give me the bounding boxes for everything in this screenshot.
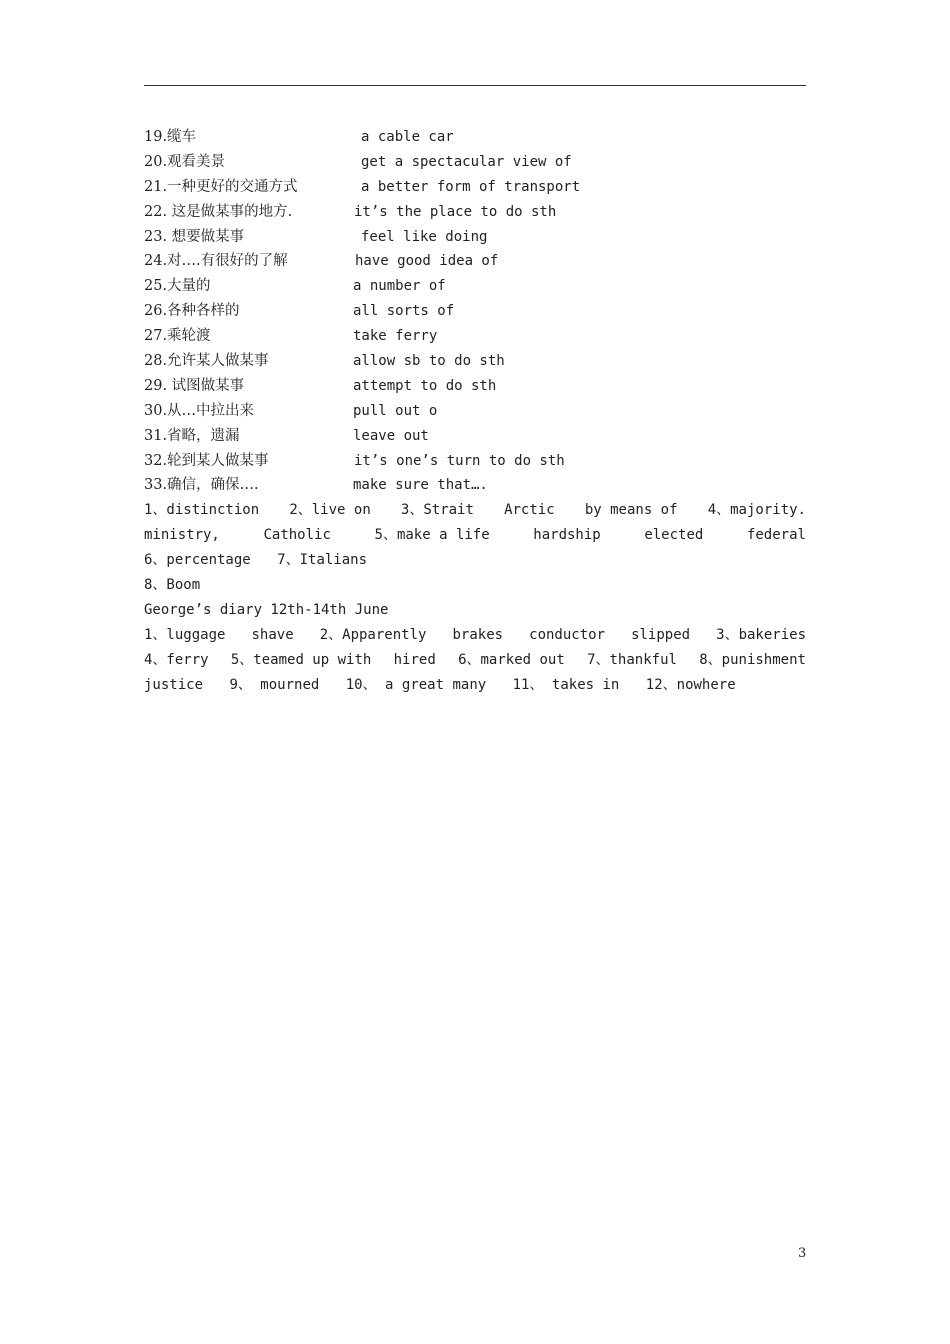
- vocab-english: a cable car: [361, 129, 454, 145]
- vocab-list: [144, 125, 806, 498]
- answer-text: hardship: [533, 527, 601, 544]
- vocab-row: [144, 150, 806, 175]
- answer-text: 7、Italians: [277, 552, 368, 569]
- vocab-english: pull out o: [353, 402, 438, 419]
- vocab-chinese: 30.从…中拉出来: [144, 402, 255, 419]
- answer-text: Arctic: [504, 502, 555, 519]
- vocab-english: allow sb to do sth: [353, 353, 505, 370]
- vocab-chinese: 32.轮到某人做某事: [144, 452, 269, 469]
- answer-text: 3、bakeries: [716, 626, 806, 643]
- answer-text: elected: [644, 527, 704, 544]
- answer-text: 7、thankful: [587, 651, 677, 668]
- answer-text: federal: [746, 527, 806, 544]
- vocab-row: [144, 125, 806, 150]
- answer-text: ministry,: [144, 527, 220, 544]
- vocab-chinese: 24.对….有很好的了解: [144, 253, 288, 270]
- vocab-row: [144, 473, 806, 498]
- vocab-english: feel like doing: [361, 228, 488, 245]
- vocab-english: a number of: [353, 278, 446, 295]
- vocab-row: [144, 424, 806, 449]
- vocab-row: [144, 399, 806, 424]
- vocab-row: [144, 324, 806, 349]
- vocab-chinese: 26.各种各样的: [144, 303, 240, 320]
- vocab-english: take ferry: [353, 328, 438, 345]
- vocab-english: all sorts of: [353, 303, 455, 320]
- answer-text: hired: [393, 651, 436, 668]
- header-rule: [144, 85, 806, 86]
- answer-text: 2、Apparently: [319, 626, 427, 643]
- vocab-row: [144, 299, 806, 324]
- answer-text: justice: [144, 676, 204, 693]
- answers2-line1: [144, 623, 806, 648]
- vocab-chinese: 33.确信，确保….: [144, 477, 259, 494]
- answers2-line2: [144, 648, 806, 673]
- vocab-english: a better form of transport: [361, 178, 581, 195]
- answer-text: 1、distinction: [144, 502, 260, 519]
- answer-text: 2、live on: [289, 502, 371, 519]
- diary-title: George’s diary 12th-14th June: [144, 601, 389, 618]
- vocab-english: it’s one’s turn to do sth: [354, 452, 565, 469]
- answer-text: 5、teamed up with: [230, 651, 372, 668]
- answer-text: 6、marked out: [458, 651, 565, 668]
- vocab-chinese: 22. 这是做某事的地方.: [144, 203, 293, 220]
- answers1-line3: [144, 548, 806, 573]
- vocab-row: [144, 249, 806, 274]
- answer-text: 5、make a life: [374, 527, 490, 544]
- answers1-line1: [144, 498, 806, 523]
- vocab-chinese: 19.缆车: [144, 129, 197, 145]
- vocab-chinese: 25.大量的: [144, 278, 211, 295]
- vocab-english: get a spectacular view of: [361, 153, 572, 170]
- answer-text: 12、nowhere: [645, 676, 736, 693]
- vocab-row: [144, 200, 806, 225]
- answer-text: conductor: [529, 626, 605, 643]
- vocab-english: make sure that….: [353, 477, 488, 494]
- answer-text: 1、luggage: [144, 626, 226, 643]
- answer-text: 6、percentage: [144, 552, 251, 569]
- vocab-english: leave out: [353, 427, 429, 444]
- answer-text: 4、ferry: [144, 651, 209, 668]
- vocab-row: [144, 225, 806, 250]
- answer-text: 4、majority.: [707, 502, 806, 519]
- page-number: 3: [798, 1246, 807, 1261]
- document-body: [144, 125, 806, 697]
- vocab-row: [144, 175, 806, 200]
- vocab-chinese: 21.一种更好的交通方式: [144, 178, 298, 195]
- answer-text: Catholic: [263, 527, 331, 544]
- vocab-row: [144, 374, 806, 399]
- answer-text: 9、 mourned: [229, 676, 320, 693]
- answers1-line2: [144, 523, 806, 548]
- answer-text: brakes: [452, 626, 504, 643]
- vocab-chinese: 20.观看美景: [144, 153, 226, 170]
- vocab-english: have good idea of: [355, 253, 499, 270]
- answer-text: 3、Strait: [400, 502, 474, 519]
- answer-text: shave: [251, 626, 294, 643]
- vocab-chinese: 29. 试图做某事: [144, 377, 245, 394]
- vocab-chinese: 31.省略，遗漏: [144, 427, 240, 444]
- answer-text: slipped: [631, 626, 691, 643]
- vocab-chinese: 23. 想要做某事: [144, 228, 245, 245]
- vocab-english: it’s the place to do sth: [354, 203, 557, 220]
- vocab-english: attempt to do sth: [353, 377, 497, 394]
- vocab-chinese: 28.允许某人做某事: [144, 353, 269, 370]
- vocab-chinese: 27.乘轮渡: [144, 328, 211, 345]
- vocab-row: [144, 449, 806, 474]
- answer-text: by means of: [584, 502, 678, 519]
- answers1-line4: 8、Boom: [144, 577, 201, 594]
- answer-text: 8、punishment: [699, 651, 806, 668]
- answer-text: 10、 a great many: [345, 676, 487, 693]
- answers2-line3: [144, 673, 806, 698]
- vocab-row: [144, 274, 806, 299]
- vocab-row: [144, 349, 806, 374]
- answer-text: 11、 takes in: [512, 676, 620, 693]
